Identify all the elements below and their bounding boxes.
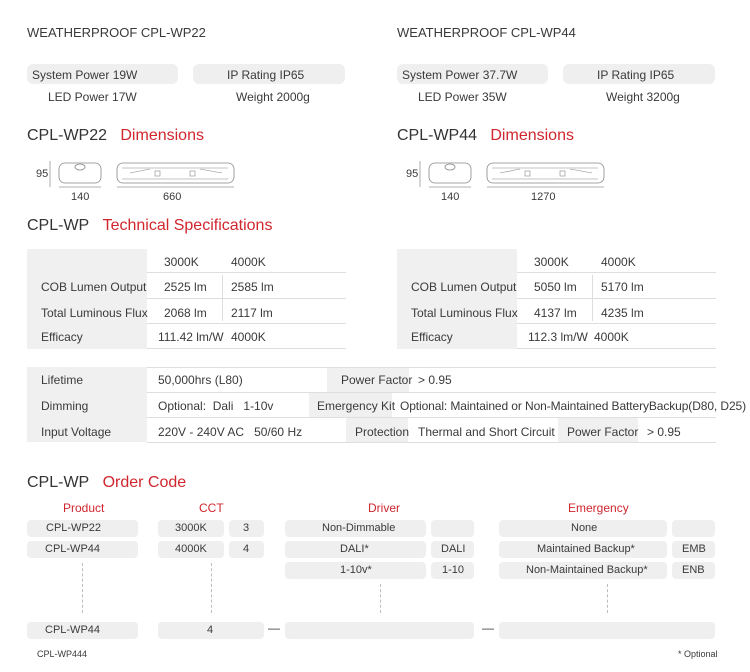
product-title-wp22: WEATHERPROOF CPL-WP22 [27, 25, 206, 40]
order-driver-text: DALI* [340, 543, 369, 555]
emergency-label: Emergency Kit [317, 399, 396, 413]
connector-line [380, 584, 381, 613]
emergency-value: Optional: Maintained or Non-Maintained BatteryBackup(D80, D25) [400, 399, 746, 413]
weight-label: Weight 2000g [236, 90, 310, 104]
power-factor-label: Power Factor [341, 373, 413, 387]
spec-value: 2117 lm [231, 306, 273, 320]
example-code: CPL-WP444 [37, 649, 88, 659]
dim-width: 140 [71, 191, 90, 203]
dimming-label: Dimming [41, 399, 89, 413]
spec-value: 111.42 lm/W [158, 330, 224, 344]
spec-value: 2068 lm [164, 306, 207, 320]
led-power-label: LED Power 17W [48, 90, 137, 104]
product-title-wp44: WEATHERPROOF CPL-WP44 [397, 25, 576, 40]
power-factor-value: > 0.95 [418, 373, 452, 387]
connector-line [607, 584, 608, 613]
spec-row-label: COB Lumen Output [41, 280, 147, 294]
led-power-label: LED Power 35W [418, 90, 507, 104]
spec-row-label: Efficacy [41, 330, 83, 344]
spec-row-label: Efficacy [411, 330, 453, 344]
dim-length: 1270 [531, 191, 556, 203]
protection-value: Thermal and Short Circuit [418, 425, 555, 439]
connector-line [211, 563, 212, 613]
spec-value: 2585 lm [231, 280, 274, 294]
order-cct-code-text: 4 [243, 543, 250, 555]
result-cct-text: 4 [207, 624, 214, 636]
spec-value: 5170 lm [601, 280, 644, 294]
protection-label: Protection [355, 425, 410, 439]
order-header-product: Product [63, 501, 105, 515]
order-cct-code-text: 3 [243, 522, 250, 534]
spec-value: 5050 lm [534, 280, 577, 294]
order-emergency-text: Maintained Backup* [537, 543, 635, 555]
ip-rating-label: IP Rating IP65 [597, 68, 675, 82]
cct-header: 4000K [601, 255, 636, 269]
lifetime-label: Lifetime [41, 373, 84, 387]
dimming-value: Optional: Dali 1-10v [158, 399, 274, 413]
order-driver-text: Non-Dimmable [322, 522, 396, 534]
ip-rating-label: IP Rating IP65 [227, 68, 305, 82]
connector-line [82, 563, 83, 613]
dimensions-heading: CPL-WP44 Dimensions [397, 127, 574, 144]
order-emergency-code-text: EMB [682, 543, 706, 555]
cct-header: 3000K [534, 255, 569, 269]
order-driver-code-text: DALI [441, 543, 466, 555]
dim-width: 140 [441, 191, 460, 203]
order-product-text: CPL-WP22 [46, 522, 102, 534]
system-power-label: System Power 19W [32, 68, 138, 82]
lifetime-value: 50,000hrs (L80) [158, 373, 243, 387]
fixture-drawing-wp22 [50, 161, 240, 191]
order-driver-code[interactable] [431, 520, 474, 537]
order-emergency-code-text: ENB [682, 564, 705, 576]
dim-height: 95 [36, 168, 49, 180]
order-cct-text: 4000K [175, 543, 207, 555]
tech-spec-heading: CPL-WP Technical Specifications [27, 217, 273, 234]
voltage-value: 220V - 240V AC 50/60 Hz [158, 425, 303, 439]
cct-header: 3000K [164, 255, 199, 269]
spec-row-label: Total Luminous Flux [41, 306, 148, 320]
weight-label: Weight 3200g [606, 90, 680, 104]
spec-value: 2525 lm [164, 280, 207, 294]
spec-value: 4000K [594, 330, 629, 344]
order-cct-text: 3000K [175, 522, 207, 534]
power-factor-value: > 0.95 [647, 425, 681, 439]
cct-header: 4000K [231, 255, 266, 269]
spec-value: 4235 lm [601, 306, 644, 320]
order-header-emergency: Emergency [568, 501, 629, 515]
spec-value: 112.3 lm/W [528, 330, 588, 344]
system-power-label: System Power 37.7W [402, 68, 518, 82]
order-emergency-code[interactable] [672, 520, 715, 537]
order-driver-text: 1-10v* [340, 564, 372, 576]
spec-value: 4000K [231, 330, 266, 344]
result-driver [285, 622, 474, 639]
order-header-driver: Driver [368, 501, 400, 515]
order-driver-code-text: 1-10 [442, 564, 465, 576]
voltage-label: Input Voltage [41, 425, 112, 439]
power-factor-label: Power Factor [567, 425, 639, 439]
dim-height: 95 [406, 168, 419, 180]
dim-length: 660 [163, 191, 182, 203]
dimensions-heading: CPL-WP22 Dimensions [27, 127, 204, 144]
spec-row-label: Total Luminous Flux [411, 306, 518, 320]
order-product-text: CPL-WP44 [45, 543, 101, 555]
spec-value: 4137 lm [534, 306, 577, 320]
fixture-drawing-wp44 [420, 161, 610, 191]
order-header-cct: CCT [199, 501, 224, 515]
result-separator: — [268, 621, 280, 635]
order-emergency-text: Non-Maintained Backup* [526, 564, 648, 576]
spec-row-label: COB Lumen Output [411, 280, 517, 294]
order-code-heading: CPL-WP Order Code [27, 474, 187, 491]
result-emergency [499, 622, 715, 639]
order-emergency-text: None [571, 522, 598, 534]
footnote: * Optional [678, 649, 718, 659]
result-separator: — [482, 621, 494, 635]
result-product-text: CPL-WP44 [45, 624, 101, 636]
